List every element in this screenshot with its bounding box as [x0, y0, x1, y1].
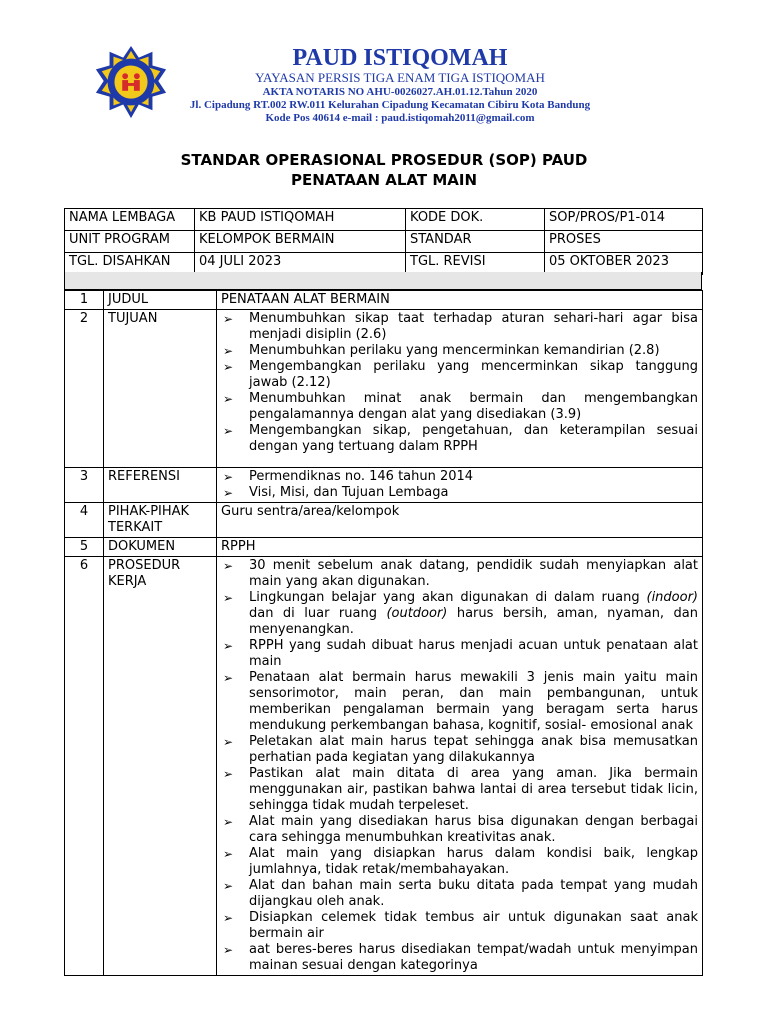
document-title-line2: PENATAAN ALAT MAIN: [290, 171, 478, 189]
postal-email-line: Kode Pos 40614 e-mail : paud.istiqomah2011@gmail.com: [265, 112, 535, 124]
list-item: ➢ Visi, Misi, dan Tujuan Lembaga: [221, 485, 698, 501]
text-fragment: harus bersih, aman, nyaman, dan menyenangkan.: [249, 606, 698, 637]
meta-label: TGL. DISAHKAN: [65, 253, 195, 275]
row-label: TUJUAN: [104, 310, 217, 468]
goal-list: [221, 311, 698, 455]
row-label: PROSEDUR KERJA: [104, 557, 217, 976]
meta-value: SOP/PROS/P1-014: [545, 209, 703, 231]
meta-row: [65, 209, 703, 231]
list-item: ➢ Menumbuhkan sikap taat terhadap aturan sehari-hari agar bisa menjadi disiplin (2.6): [221, 311, 698, 343]
table-row: [65, 310, 703, 468]
list-item: ➢ Pastikan alat main ditata di area yang aman. Jika bermain menggunakan air, pastikan bahwa lantai di area tersebut tidak licin, sehingga tidak mudah terpeleset.: [221, 766, 698, 814]
table-row: [65, 468, 703, 503]
list-item: ➢ Menumbuhkan perilaku yang mencerminkan kemandirian (2.8): [221, 343, 698, 359]
meta-value: KELOMPOK BERMAIN: [195, 231, 406, 253]
row-number: 3: [65, 468, 104, 503]
list-item: ➢ Disiapkan celemek tidak tembus air untuk digunakan saat anak bermain air: [221, 910, 698, 942]
list-item: ➢ Mengembangkan perilaku yang mencerminkan sikap tanggung jawab (2.12): [221, 359, 698, 391]
list-item: ➢ Alat dan bahan main serta buku ditata pada tempat yang mudah dijangkau oleh anak.: [221, 878, 698, 910]
row-label: REFERENSI: [104, 468, 217, 503]
table-row: [65, 503, 703, 538]
list-item: ➢ Menumbuhkan minat anak bermain dan mengembangkan pengalamannya dengan alat yang disediakan (3.9): [221, 391, 698, 423]
row-label: DOKUMEN: [104, 538, 217, 557]
list-item: ➢ Permendiknas no. 146 tahun 2014: [221, 469, 698, 485]
document-meta-table: [64, 208, 703, 275]
notary-deed: AKTA NOTARIS NO AHU-0026027.AH.01.12.Tahun 2020: [262, 86, 538, 98]
meta-label: UNIT PROGRAM: [65, 231, 195, 253]
italic-term: (outdoor): [386, 606, 448, 621]
meta-value: 04 JULI 2023: [195, 253, 406, 275]
list-item: ➢ RPPH yang sudah dibuat harus menjadi acuan untuk penataan alat main: [221, 638, 698, 670]
row-content: [217, 310, 703, 468]
row-content: PENATAAN ALAT BERMAIN: [217, 291, 703, 310]
row-number: 6: [65, 557, 104, 976]
italic-term: (indoor): [646, 590, 698, 605]
row-content: Guru sentra/area/kelompok: [217, 503, 703, 538]
row-number: 4: [65, 503, 104, 538]
sop-content-table: [64, 290, 703, 976]
text-fragment: Lingkungan belajar yang akan digunakan di dalam ruang: [249, 590, 647, 605]
table-separator: [64, 272, 702, 290]
list-item: ➢ Alat main yang disediakan harus bisa digunakan dengan berbagai cara sehingga menumbuhkan kreativitas anak.: [221, 814, 698, 846]
meta-value: PROSES: [545, 231, 703, 253]
meta-label: KODE DOK.: [406, 209, 545, 231]
row-label: JUDUL: [104, 291, 217, 310]
table-row: [65, 557, 703, 976]
table-row: [65, 538, 703, 557]
row-number: 2: [65, 310, 104, 468]
meta-label: STANDAR: [406, 231, 545, 253]
foundation-name: YAYASAN PERSIS TIGA ENAM TIGA ISTIQOMAH: [255, 70, 545, 85]
row-number: 5: [65, 538, 104, 557]
address-line: Jl. Cipadung RT.002 RW.011 Kelurahan Cipadung Kecamatan Cibiru Kota Bandung: [189, 99, 591, 111]
text-fragment: dan di luar ruang: [249, 606, 387, 621]
meta-value: KB PAUD ISTIQOMAH: [195, 209, 406, 231]
table-row: [65, 291, 703, 310]
row-content: [217, 468, 703, 503]
row-content: [217, 557, 703, 976]
list-item: ➢ Penataan alat bermain harus mewakili 3 jenis main yaitu main sensorimotor, main peran, dan main pembangunan, untuk memberikan pengalaman bermain yang beragam serta harus mendukung perkembangan bahasa, kognitif, sosial- emosional anak: [221, 670, 698, 734]
meta-label: TGL. REVISI: [406, 253, 545, 275]
row-number: 1: [65, 291, 104, 310]
row-label: PIHAK-PIHAK TERKAIT: [104, 503, 217, 538]
meta-row: [65, 231, 703, 253]
procedure-list: [221, 558, 698, 974]
list-item: ➢ aat beres-beres harus disediakan tempat/wadah untuk menyimpan mainan sesuai dengan kategorinya: [221, 942, 698, 974]
meta-label: NAMA LEMBAGA: [65, 209, 195, 231]
reference-list: [221, 469, 698, 501]
document-title-line1: STANDAR OPERASIONAL PROSEDUR (SOP) PAUD: [180, 151, 588, 169]
list-item: ➢ Peletakan alat main harus tepat sehingga anak bisa memusatkan perhatian pada kegiatan yang dilakukannya: [221, 734, 698, 766]
organization-name: PAUD ISTIQOMAH: [292, 45, 508, 71]
meta-value: 05 OKTOBER 2023: [545, 253, 703, 275]
list-item: ➢ Mengembangkan sikap, pengetahuan, dan keterampilan sesuai dengan yang tertuang dalam RPPH: [221, 423, 698, 455]
list-item: ➢ Alat main yang disiapkan harus dalam kondisi baik, lengkap jumlahnya, tidak retak/membahayakan.: [221, 846, 698, 878]
row-content: RPPH: [217, 538, 703, 557]
list-item: [221, 590, 698, 638]
list-item: ➢ 30 menit sebelum anak datang, pendidik sudah menyiapkan alat main yang akan digunakan.: [221, 558, 698, 590]
